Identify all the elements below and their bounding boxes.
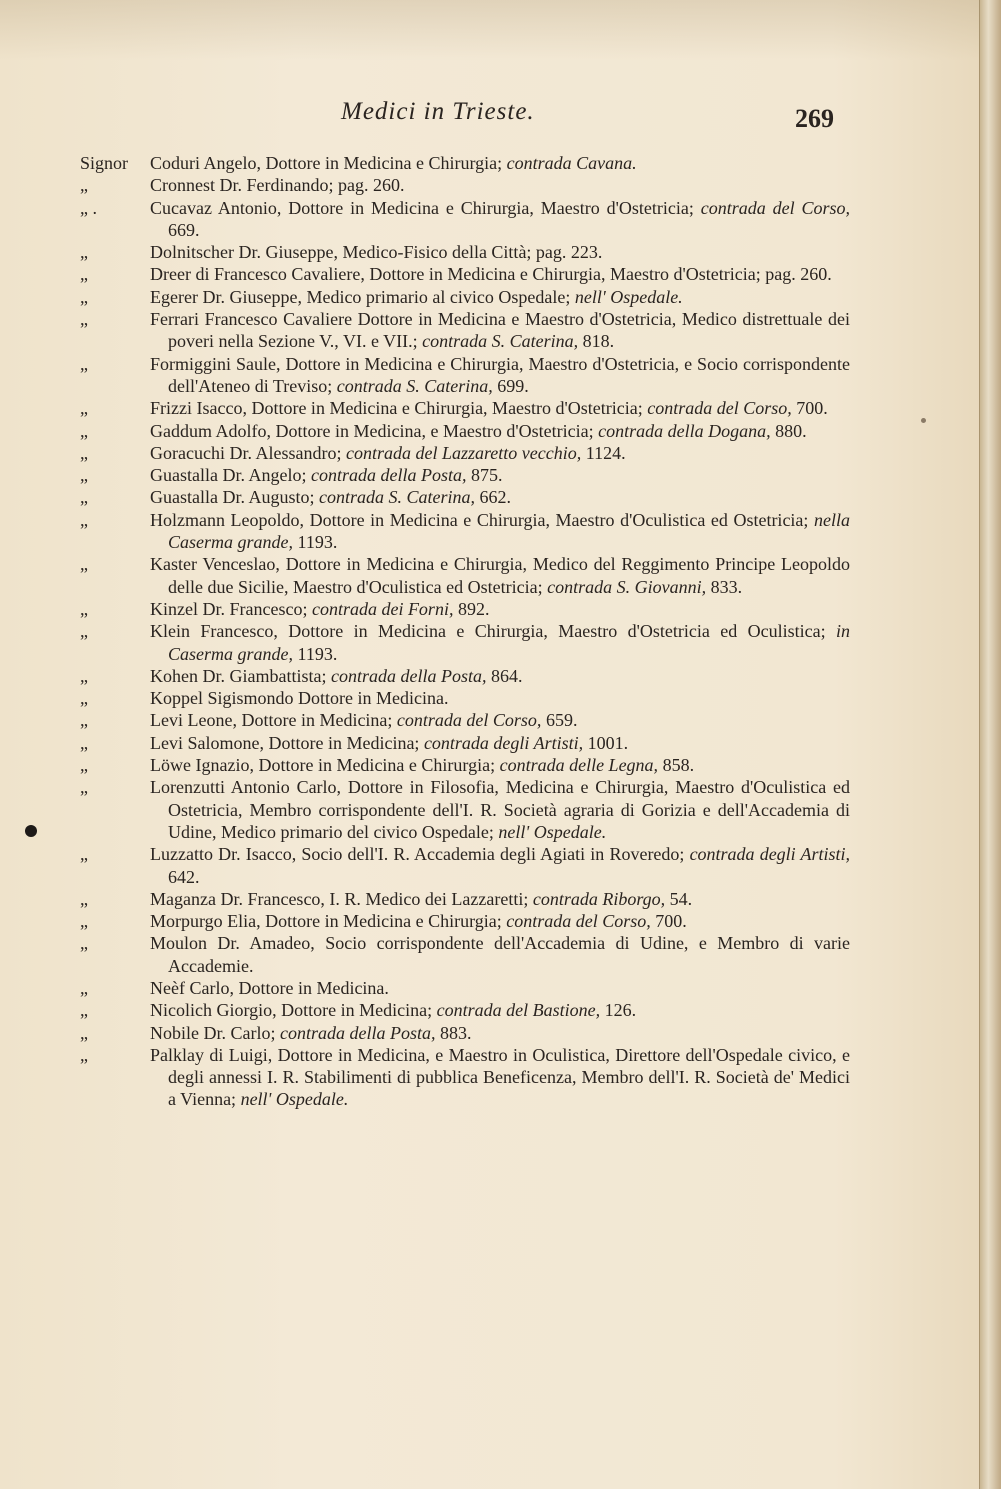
list-item [80,353,850,398]
entry-title: „ [80,933,88,954]
entry-body [150,442,850,464]
entry-title: „ [80,286,88,307]
entry-body [150,754,850,776]
entry-address: contrada Cavana. [506,153,637,173]
entry-address: contrada dei Forni, [311,598,458,619]
entry-address: contrada S. Giovanni, [547,576,711,597]
entry-number: 662. [479,487,511,508]
entry-number: 126. [604,1000,637,1021]
entry-number: 699. [497,375,529,396]
entry-address: contrada del Corso, [700,197,850,218]
entry-address: contrada S. Caterina, [336,375,498,396]
entry-address: nell' Ospedale. [240,1089,349,1110]
entry-body [150,308,850,353]
entry-body [150,910,850,932]
list-item [80,932,850,977]
entry-title: „ [80,688,88,709]
entry-body [150,687,850,709]
entry-number: 1124. [585,442,626,463]
entry-number: 700. [655,911,687,932]
entry-text: Cronnest Dr. Ferdinando; pag. 260. [150,175,405,196]
page-number: 269 [795,104,834,133]
list-item [80,486,850,508]
entry-title: „ [80,242,88,263]
list-item [80,241,850,263]
entry-body [150,263,850,285]
entry-number: 883. [439,1022,472,1043]
entry-text: Morpurgo Elia, Dottore in Medicina e Chirurgia; [150,911,507,932]
entry-text: Dolnitscher Dr. Giuseppe, Medico-Fisico della Città; pag. 223. [150,242,603,263]
entry-address: contrada delle Legna, [499,755,663,776]
entry-text: Egerer Dr. Giuseppe, Medico primario al civico Ospedale; [150,286,575,307]
entry-body [150,486,850,508]
entry-number: 642. [168,866,200,887]
list-item [80,732,850,754]
entry-text: Palklay di Luigi, Dottore in Medicina, e Maestro in Oculistica, Direttore dell'Ospedale civico, e degli annessi I. R. Stabilimenti di pubblica Beneficenza, Membro dell'I. R. Società de' Medici a Vienna; [150,1044,850,1110]
entry-title: „ [80,420,88,441]
entry-title: „ [80,732,88,753]
entry-text: Lorenzutti Antonio Carlo, Dottore in Filosofia, Medicina e Chirurgia, Maestro d'Oculistica ed Ostetricia, Membro corrispondente dell'I. R. Società agraria di Gorizia e dell'Accademia di Udine, Medico primario del civico Ospedale; [150,777,850,842]
entry-address: nell' Ospedale. [498,821,607,842]
entry-text: Goracuchi Dr. Alessandro; [150,442,346,463]
entry-text: Guastalla Dr. Augusto; [150,487,319,508]
entry-address: contrada degli Artisti, [689,844,850,865]
entry-title: „ [80,398,88,419]
entry-address: contrada della Dogana, [598,420,776,441]
entry-body [150,977,850,999]
list-item [80,1044,850,1111]
entry-number: 700. [796,398,828,419]
entry-body [150,999,850,1021]
entry-title: „ [80,977,88,998]
entry-number: 1193. [297,532,338,553]
entry-title: „ [80,755,88,776]
entry-address: in Caserma grande, [168,621,850,664]
entry-body [150,709,850,731]
list-item [80,687,850,709]
entry-text: Maganza Dr. Francesco, I. R. Medico dei Lazzaretti; [150,888,533,909]
directory-list [80,152,850,1111]
entry-title: „ [80,777,88,798]
entry-title: „ [80,598,88,619]
entry-title: „ [80,1044,88,1065]
list-item [80,888,850,910]
entry-address: contrada della Posta, [310,465,471,486]
entry-text: Guastalla Dr. Angelo; [150,465,311,486]
entry-address: contrada del Bastione, [436,1000,605,1021]
entry-body [150,464,850,486]
entry-number: 1001. [587,732,629,753]
running-title: Medici in Trieste. [341,98,535,125]
entry-body [150,420,850,442]
entry-title: „ [80,465,88,486]
entry-title: „ [80,1022,88,1043]
entry-title: „ [80,264,88,285]
paper-speck [921,418,926,423]
page-header [0,98,860,138]
entry-address: contrada della Posta, [330,665,491,686]
entry-body [150,353,850,398]
entry-body [150,732,850,754]
list-item [80,709,850,731]
entry-title: „ [80,554,88,575]
entry-body [150,932,850,977]
entry-number: 54. [669,888,693,909]
entry-body [150,197,850,242]
entry-text: Levi Salomone, Dottore in Medicina; [150,732,424,753]
entry-body [150,776,850,843]
entry-text: Coduri Angelo, Dottore in Medicina e Chirurgia; [150,153,507,173]
list-item [80,152,850,174]
entry-body [150,174,850,196]
entry-text: Kinzel Dr. Francesco; [150,598,312,619]
list-item [80,174,850,196]
entry-text: Formiggini Saule, Dottore in Medicina e Chirurgia, Maestro d'Ostetricia, e Socio corrispondente dell'Ateneo di Treviso; [150,353,850,396]
entry-body [150,152,850,174]
list-item [80,464,850,486]
entry-body [150,397,850,419]
entry-address: nella Caserma grande, [168,509,850,553]
entry-text: Kaster Venceslao, Dottore in Medicina e Chirurgia, Medico del Reggimento Principe Leopoldo delle due Sicilie, Maestro d'Oculistica ed Ostetricia; [150,554,850,597]
list-item [80,620,850,665]
entry-title: „ [80,665,88,686]
entry-text: Luzzatto Dr. Isacco, Socio dell'I. R. Accademia degli Agiati in Roveredo; [150,844,690,865]
entry-number: 880. [775,420,807,441]
entry-text: Ferrari Francesco Cavaliere Dottore in Medicina e Maestro d'Ostetricia, Medico distrettuale dei poveri nella Sezione V., VI. e VII.; [150,309,850,352]
entry-number: 864. [490,665,523,686]
list-item [80,999,850,1021]
entry-title: „ [80,1000,88,1021]
entry-title: „ [80,442,88,463]
entry-text: Neèf Carlo, Dottore in Medicina. [150,977,389,998]
entry-address: contrada degli Artisti, [423,732,588,753]
entry-address: contrada del Corso, [396,710,546,731]
entry-title: „ [80,621,88,642]
entry-address: contrada della Posta, [279,1022,440,1043]
entry-body [150,241,850,263]
entry-body [150,1022,850,1044]
entry-title: „ [80,353,88,374]
list-item [80,1022,850,1044]
entry-number: 669. [168,219,200,240]
entry-text: Nobile Dr. Carlo; [150,1022,280,1043]
list-item [80,553,850,598]
list-item [80,286,850,308]
entry-body [150,620,850,665]
page-shadow [0,0,980,60]
entry-title: „ . [80,197,97,218]
entry-text: Kohen Dr. Giambattista; [150,665,331,686]
entry-number: 875. [470,465,503,486]
list-item [80,665,850,687]
entry-address: contrada del Lazzaretto vecchio, [345,442,586,463]
entry-title: „ [80,888,88,909]
entry-text: Moulon Dr. Amadeo, Socio corrispondente dell'Accademia di Udine, e Membro di varie Accademie. [150,933,850,976]
entry-title: „ [80,844,88,865]
list-item [80,509,850,554]
list-item [80,598,850,620]
entry-body [150,888,850,910]
entry-body [150,1044,850,1111]
entry-body [150,598,850,620]
entry-address: contrada del Corso, [647,398,797,419]
entry-body [150,843,850,888]
entry-title: „ [80,911,88,932]
entry-number: 818. [582,331,615,352]
list-item [80,308,850,353]
entry-text: Levi Leone, Dottore in Medicina; [150,710,397,731]
entry-title: „ [80,487,88,508]
entry-title: „ [80,175,88,196]
entry-body [150,509,850,554]
list-item [80,397,850,419]
entry-number: 833. [710,576,743,597]
list-item [80,197,850,242]
entry-body [150,665,850,687]
entry-body [150,286,850,308]
entry-text: Dreer di Francesco Cavaliere, Dottore in Medicina e Chirurgia, Maestro d'Ostetricia; pag. 260. [150,264,832,285]
ink-blot [25,825,37,837]
entry-text: Frizzi Isacco, Dottore in Medicina e Chirurgia, Maestro d'Ostetricia; [150,398,648,419]
entry-number: 858. [662,755,695,776]
entry-number: 659. [545,710,578,731]
entry-number: 1193. [297,643,338,664]
entry-text: Gaddum Adolfo, Dottore in Medicina, e Maestro d'Ostetricia; [150,420,599,441]
entry-body [150,553,850,598]
entry-address: contrada Riborgo, [532,888,670,909]
list-item [80,776,850,843]
entry-text: Koppel Sigismondo Dottore in Medicina. [150,688,449,709]
entry-text: Holzmann Leopoldo, Dottore in Medicina e Chirurgia, Maestro d'Oculistica ed Ostetricia; [150,509,814,530]
entry-text: Cucavaz Antonio, Dottore in Medicina e Chirurgia, Maestro d'Ostetricia; [150,197,701,218]
entry-title: „ [80,710,88,731]
entry-address: contrada S. Caterina, [422,331,583,352]
entry-title: Signor [80,153,129,173]
page-edge [979,0,1001,1489]
list-item [80,843,850,888]
list-item [80,754,850,776]
list-item [80,263,850,285]
entry-number: 892. [457,598,490,619]
entry-text: Klein Francesco, Dottore in Medicina e Chirurgia, Maestro d'Ostetricia ed Oculistica; [150,621,836,642]
list-item [80,442,850,464]
entry-title: „ [80,509,88,530]
entry-address: nell' Ospedale. [574,286,683,307]
entry-address: contrada S. Caterina, [319,487,480,508]
entry-text: Löwe Ignazio, Dottore in Medicina e Chirurgia; [150,755,500,776]
list-item [80,910,850,932]
entry-text: Nicolich Giorgio, Dottore in Medicina; [150,1000,437,1021]
entry-address: contrada del Corso, [506,911,656,932]
list-item [80,420,850,442]
list-item [80,977,850,999]
entry-title: „ [80,309,88,330]
